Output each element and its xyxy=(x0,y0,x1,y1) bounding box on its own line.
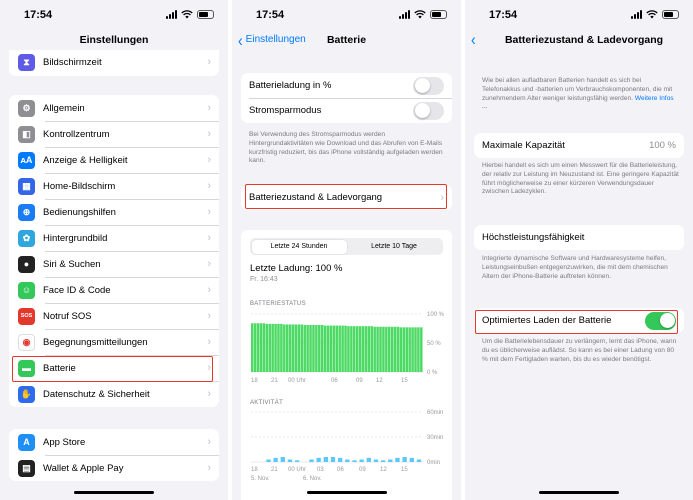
activity-bar xyxy=(403,457,407,462)
aa-icon: ᴀA xyxy=(18,152,35,169)
activity-bar xyxy=(410,458,414,462)
chevron-right-icon: › xyxy=(207,128,211,140)
x-tick-label: 00 Uhr xyxy=(288,467,307,473)
battery-level-bar xyxy=(365,326,367,372)
battery-toggles-group xyxy=(241,73,452,123)
segment-10d[interactable]: Letzte 10 Tage xyxy=(371,243,417,250)
settings-item-siri-suchen[interactable] xyxy=(9,251,219,277)
x-tick-label: 00 Uhr xyxy=(288,378,307,384)
activity-bar xyxy=(288,460,292,463)
chevron-right-icon: › xyxy=(207,258,211,270)
x-tick-label: 06 xyxy=(337,467,344,473)
settings-item-label: Hintergrundbild xyxy=(43,232,108,244)
low-power-row xyxy=(241,98,452,123)
app-store-icon: A xyxy=(18,434,35,451)
settings-item-label: Siri & Suchen xyxy=(43,258,101,270)
settings-item-label: Face ID & Code xyxy=(43,284,111,296)
optimized-charging-footer: Um die Batterielebensdauer zu verlängern, lernt das iPhone, wann du es üblicherweise auflädst. So kann es bei einer Ladung von 80 % mit dem Fertigladen warten, bis du es wieder benötigst. xyxy=(482,338,677,363)
settings-item-label: Home-Bildschirm xyxy=(43,180,116,192)
chevron-right-icon: › xyxy=(207,436,211,448)
battery-level-bar xyxy=(368,326,370,372)
status-bar xyxy=(465,9,693,23)
activity-bar xyxy=(266,460,270,463)
signal-icon xyxy=(631,10,642,19)
battery-level-bar xyxy=(318,325,320,372)
battery-level-bar xyxy=(414,327,416,372)
battery-level-bar xyxy=(379,327,381,372)
y-tick-label: 0min xyxy=(427,460,441,466)
x-tick-label: 21 xyxy=(271,467,278,473)
settings-item-label: Bedienungshilfen xyxy=(43,206,116,218)
wifi-icon xyxy=(646,10,658,19)
status-time: 17:54 xyxy=(256,9,285,21)
settings-group-apps xyxy=(9,429,219,481)
max-capacity-row xyxy=(474,133,684,158)
x-tick-label: 06 xyxy=(331,378,338,384)
back-label: Einstellungen xyxy=(245,34,306,45)
max-capacity-label: Maximale Kapazität xyxy=(482,140,565,151)
face-id-icon: ☺ xyxy=(18,282,35,299)
battery-level-bar xyxy=(330,326,332,372)
peak-performance-row xyxy=(474,225,684,250)
battery-level-chart xyxy=(241,308,452,386)
battery-level-bar xyxy=(274,324,276,372)
activity-bar xyxy=(367,458,371,462)
chevron-right-icon: › xyxy=(207,310,211,322)
battery-level-bar xyxy=(371,326,373,372)
activity-bar xyxy=(317,458,321,462)
battery-level-bar xyxy=(266,324,268,372)
battery-status-icon xyxy=(430,10,447,19)
battery-level-bar xyxy=(289,324,291,372)
battery-level-bar xyxy=(298,324,300,372)
battery-level-bar xyxy=(292,324,294,372)
home-indicator xyxy=(539,491,619,494)
segment-24h[interactable]: Letzte 24 Stunden xyxy=(252,240,347,254)
max-capacity-group xyxy=(474,133,684,158)
settings-item-bedienungshilfen[interactable] xyxy=(9,199,219,225)
battery-status-icon xyxy=(197,10,214,19)
activity-bar xyxy=(360,460,364,463)
battery-level-bar xyxy=(254,323,256,372)
page-title: Batterie xyxy=(326,34,367,46)
chevron-right-icon: › xyxy=(207,154,211,166)
battery-level-bar xyxy=(283,324,285,372)
battery-level-bar xyxy=(263,323,265,372)
battery-level-bar xyxy=(303,325,305,372)
battery-level-bar xyxy=(257,323,259,372)
x-tick-label: 15 xyxy=(401,378,408,384)
battery-level-bar xyxy=(376,327,378,372)
activity-bar xyxy=(395,458,399,462)
battery-level-bar xyxy=(353,326,355,372)
battery-level-bar xyxy=(301,324,303,372)
activity-title: AKTIVITÄT xyxy=(250,400,284,406)
highlight-optimized-charging xyxy=(475,310,678,334)
y-tick-label: 100 % xyxy=(427,312,445,318)
battery-health-label: Batteriezustand & Ladevorgang xyxy=(249,192,383,203)
status-bar xyxy=(232,9,461,23)
settings-item-hintergrundbild[interactable] xyxy=(9,225,219,251)
peak-performance-footer: Integrierte dynamische Software und Hardwaresysteme helfen, Leistungseinbußen entgegenzuwirken, die mit dem chemischen Altern der iPhone-Batterie auftreten können. xyxy=(482,255,668,280)
page-title: Batteriezustand & Ladevorgang xyxy=(504,34,664,46)
battery-level-bar xyxy=(336,326,338,372)
activity-bar xyxy=(381,460,385,462)
activity-bar xyxy=(331,457,335,462)
activity-bar xyxy=(388,460,392,463)
x-tick-label: 09 xyxy=(359,467,366,473)
x-tick-label: 12 xyxy=(376,378,383,384)
battery-level-bar xyxy=(391,327,393,372)
settings-item-face-id-code[interactable] xyxy=(9,277,219,303)
x-tick-label: 09 xyxy=(356,378,363,384)
battery-level-bar xyxy=(350,326,352,372)
settings-item-kontrollzentrum[interactable] xyxy=(9,121,219,147)
battery-level-bar xyxy=(306,325,308,372)
low-power-footer: Bei Verwendung des Stromsparmodus werden Hintergrundaktivitäten wie Download und das Abrufen von E-Mails kurzfristig reduziert, bis das iPhone vollständig aufgeladen werden kann. xyxy=(249,131,443,165)
battery-level-bar xyxy=(411,327,413,372)
signal-icon xyxy=(399,10,410,19)
chevron-right-icon: › xyxy=(207,284,211,296)
screen-time-group xyxy=(9,50,219,76)
x-tick-label: 18 xyxy=(251,378,258,384)
activity-bar xyxy=(309,460,313,463)
x-tick-label: 15 xyxy=(401,467,408,473)
battery-level-bar xyxy=(333,326,335,372)
chevron-right-icon: › xyxy=(207,336,211,348)
battery-percent-label: Batterieladung in % xyxy=(249,80,332,91)
battery-level-title: BATTERIESTATUS xyxy=(250,301,306,307)
settings-panel xyxy=(0,0,228,500)
battery-intro xyxy=(482,77,679,112)
chevron-right-icon: › xyxy=(207,206,211,218)
y-tick-label: 30min xyxy=(427,435,444,441)
battery-level-bar xyxy=(260,323,262,372)
activity-bar xyxy=(324,457,328,462)
settings-item-begegnungsmitteilungen[interactable] xyxy=(9,329,219,355)
wifi-icon xyxy=(414,10,426,19)
chevron-left-icon: ‹ xyxy=(238,29,243,50)
battery-health-panel xyxy=(465,0,693,500)
activity-bar xyxy=(274,458,278,462)
battery-level-bar xyxy=(394,327,396,372)
home-indicator xyxy=(307,491,387,494)
page-title: Einstellungen xyxy=(79,34,149,46)
y-tick-label: 50 % xyxy=(427,341,441,347)
battery-level-bar xyxy=(388,327,390,372)
chevron-right-icon: › xyxy=(207,180,211,192)
settings-item-label: Anzeige & Helligkeit xyxy=(43,154,128,166)
flower-icon: ✿ xyxy=(18,230,35,247)
siri-icon: ● xyxy=(18,256,35,273)
activity-bar xyxy=(352,460,356,462)
y-tick-label: 0 % xyxy=(427,370,438,376)
more-info-link[interactable]: Weitere Infos ... xyxy=(482,94,674,111)
battery-level-bar xyxy=(417,327,419,372)
highlight-battery xyxy=(12,356,213,382)
settings-item-label: Allgemein xyxy=(43,102,85,114)
battery-level-bar xyxy=(341,326,343,372)
battery-level-bar xyxy=(347,326,349,372)
chevron-right-icon: › xyxy=(207,462,211,474)
battery-intro-text: Wie bei allen aufladbaren Batterien handelt es sich bei Telefonakkus und -batterien um Verbrauchskomponenten, die mit zunehmendem Alter weniger leistungsfähig werden. xyxy=(482,77,673,102)
activity-chart xyxy=(241,406,452,490)
settings-item-label: Bildschirmzeit xyxy=(43,56,102,68)
hand-icon: ✋ xyxy=(18,386,35,403)
settings-item-screen-time[interactable] xyxy=(9,50,219,74)
hourglass-icon: ⧗ xyxy=(18,54,35,71)
battery-percent-toggle[interactable] xyxy=(413,77,444,95)
battery-level-bar xyxy=(362,326,364,372)
activity-bar xyxy=(281,457,285,462)
battery-level-bar xyxy=(277,324,279,372)
battery-level-bar xyxy=(356,326,358,372)
chevron-right-icon: › xyxy=(207,232,211,244)
x-tick-label: 18 xyxy=(251,467,258,473)
battery-level-bar xyxy=(382,327,384,372)
peak-performance-label: Höchstleistungsfähigkeit xyxy=(482,232,585,243)
settings-item-wallet-apple-pay[interactable] xyxy=(9,455,219,481)
settings-item-datenschutz-sicherheit[interactable] xyxy=(9,381,219,407)
toggles-icon: ◧ xyxy=(18,126,35,143)
date-label: 5. Nov. xyxy=(251,476,270,482)
battery-level-bar xyxy=(408,327,410,372)
battery-level-bar xyxy=(397,327,399,372)
settings-item-label: Datenschutz & Sicherheit xyxy=(43,388,150,400)
battery-level-bar xyxy=(373,327,375,372)
peak-performance-group xyxy=(474,225,684,250)
wifi-icon xyxy=(181,10,193,19)
signal-icon xyxy=(166,10,177,19)
settings-item-label: Begegnungsmitteilungen xyxy=(43,336,148,348)
max-capacity-value: 100 % xyxy=(649,140,676,151)
battery-icon: ▬ xyxy=(18,360,35,377)
battery-level-bar xyxy=(312,325,314,372)
battery-percent-row xyxy=(241,73,452,98)
x-tick-label: 12 xyxy=(380,467,387,473)
settings-item-label: Wallet & Apple Pay xyxy=(43,462,124,474)
battery-level-bar xyxy=(327,326,329,372)
chevron-left-icon: ‹ xyxy=(471,29,476,49)
battery-level-bar xyxy=(280,324,282,372)
activity-bar xyxy=(295,460,299,462)
battery-usage-card xyxy=(241,230,452,500)
last-charge: Letzte Ladung: 100 % xyxy=(250,263,343,274)
activity-bar xyxy=(417,460,421,463)
battery-level-bar xyxy=(309,325,311,372)
low-power-label: Stromsparmodus xyxy=(249,105,322,116)
chevron-right-icon: › xyxy=(207,102,211,114)
settings-item-home-bildschirm[interactable] xyxy=(9,173,219,199)
settings-item-allgemein[interactable] xyxy=(9,95,219,121)
accessibility-icon: ⊕ xyxy=(18,204,35,221)
activity-bar xyxy=(374,460,378,463)
low-power-toggle[interactable] xyxy=(413,102,444,120)
settings-item-label: Kontrollzentrum xyxy=(43,128,110,140)
activity-bar xyxy=(338,458,342,462)
battery-level-bar xyxy=(268,324,270,372)
battery-level-bar xyxy=(385,327,387,372)
battery-level-bar xyxy=(315,325,317,372)
battery-level-bar xyxy=(286,324,288,372)
battery-level-bar xyxy=(324,326,326,372)
exposure-icon: ◉ xyxy=(18,334,35,351)
chevron-right-icon: › xyxy=(207,362,211,374)
home-grid-icon: ▦ xyxy=(18,178,35,195)
battery-level-bar xyxy=(344,326,346,372)
battery-level-bar xyxy=(420,327,422,372)
battery-level-bar xyxy=(251,323,253,372)
settings-item-label: App Store xyxy=(43,436,86,448)
time-range-segmented-control xyxy=(250,238,443,255)
y-tick-label: 60min xyxy=(427,410,444,416)
settings-item-app-store[interactable] xyxy=(9,429,219,455)
settings-item-anzeige-helligkeit[interactable] xyxy=(9,147,219,173)
date-label: 6. Nov. xyxy=(303,476,322,482)
chevron-right-icon: › xyxy=(440,191,444,204)
chevron-right-icon: › xyxy=(207,56,211,68)
settings-item-label: Notruf SOS xyxy=(43,310,92,322)
status-bar xyxy=(0,9,228,23)
battery-level-bar xyxy=(321,325,323,372)
home-indicator xyxy=(74,491,154,494)
wallet-icon: ▤ xyxy=(18,460,35,477)
battery-level-bar xyxy=(295,324,297,372)
battery-level-bar xyxy=(338,326,340,372)
x-tick-label: 03 xyxy=(317,467,324,473)
last-charge-time: Fr. 16:43 xyxy=(250,276,278,283)
status-time: 17:54 xyxy=(489,9,518,21)
highlight-battery-health xyxy=(245,184,447,209)
battery-panel xyxy=(232,0,461,500)
activity-bar xyxy=(345,460,349,463)
optimized-charging-label: Optimiertes Laden der Batterie xyxy=(482,315,612,326)
max-capacity-footer: Hierbei handelt es sich um einen Messwert für die Batterieleistung, der relativ zur Leistung im Neuzustand ist. Eine geringere Kapazität führt möglicherweise zu einer kürzeren Verwendungsdauer zwischen Ladezyklen. xyxy=(482,162,679,196)
settings-item-notruf-sos[interactable] xyxy=(9,303,219,329)
battery-level-bar xyxy=(403,327,405,372)
battery-level-bar xyxy=(400,327,402,372)
gear-icon: ⚙ xyxy=(18,100,35,117)
x-tick-label: 21 xyxy=(271,378,278,384)
settings-item-label: Batterie xyxy=(43,362,76,374)
battery-level-bar xyxy=(406,327,408,372)
battery-level-bar xyxy=(271,324,273,372)
battery-level-bar xyxy=(359,326,361,372)
sos-icon: SOS xyxy=(18,308,35,325)
status-time: 17:54 xyxy=(24,9,53,21)
chevron-right-icon: › xyxy=(207,388,211,400)
battery-status-icon xyxy=(662,10,679,19)
